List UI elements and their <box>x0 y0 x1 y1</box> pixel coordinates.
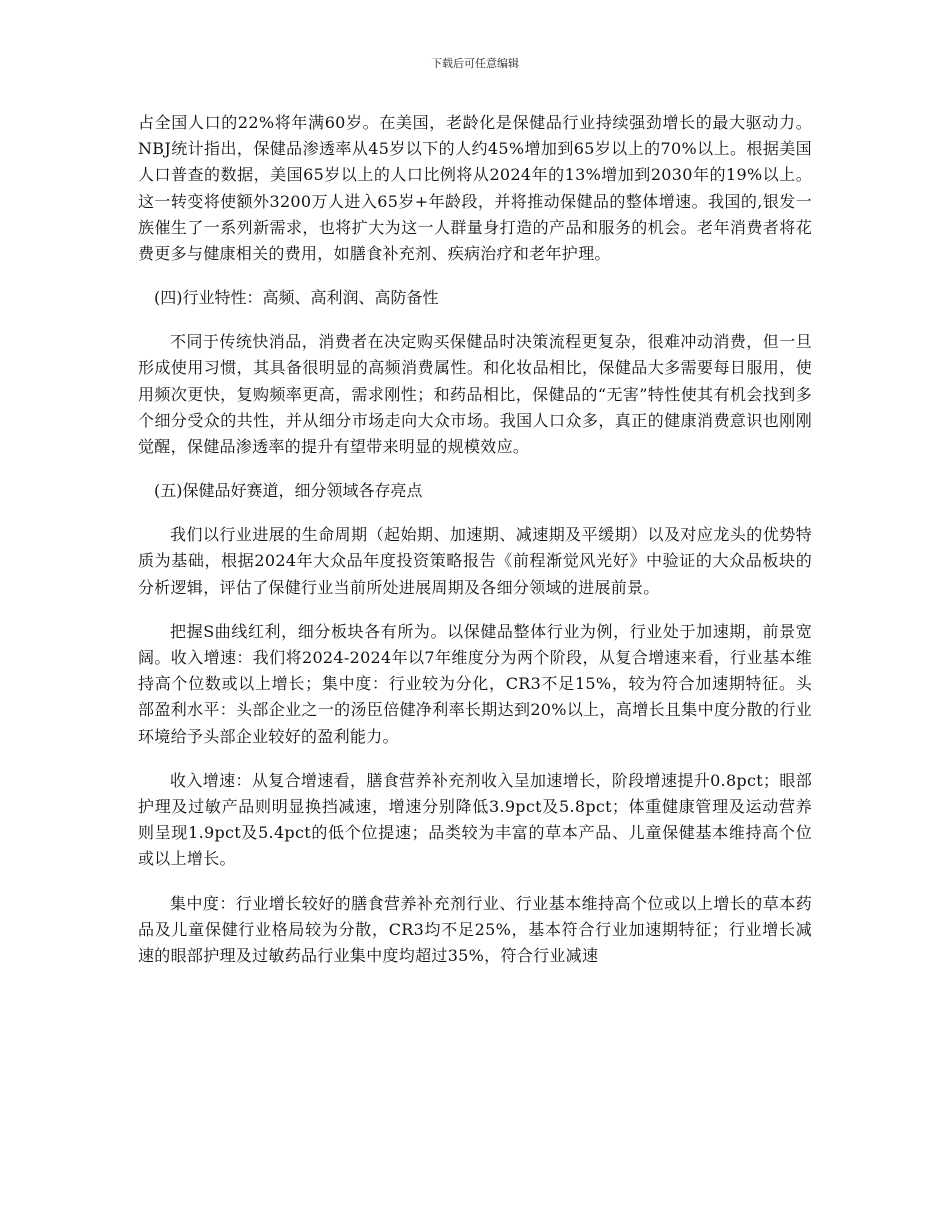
section-heading: (四)行业特性：高频、高利润、高防备性 <box>154 288 439 308</box>
document-body <box>138 110 812 987</box>
paragraph: 收入增速：从复合增速看，膳食营养补充剂收入呈加速增长，阶段增速提升0.8pct；眼部护理及过敏产品则明显换挡减速，增速分别降低3.9pct及5.8pct；体重健康管理及运动营养则呈现1.9pct及5.4pct的低个位提速；品类较为丰富的草本产品、儿童保健基本维持高个位或以上增长。 <box>138 770 812 869</box>
paragraph: 占全国人口的22%将年满60岁。在美国，老龄化是保健品行业持续强劲增长的最大驱动力。NBJ统计指出，保健品渗透率从45岁以下的人约45%增加到65岁以上的70%以上。根据美国人口普查的数据，美国65岁以上的人口比例将从2024年的13%增加到2030年的19%以上。这一转变将使额外3200万人进入65岁+年龄段，并将推动保健品的整体增速。我国的,银发一族催生了一系列新需求，也将扩大为这一人群量身打造的产品和服务的机会。老年消费者将花费更多与健康相关的费用，如膳食补充剂、疾病治疗和老年护理。 <box>138 113 812 264</box>
paragraph: 集中度：行业增长较好的膳食营养补充剂行业、行业基本维持高个位或以上增长的草本药品及儿童保健行业格局较为分散，CR3均不足25%，基本符合行业加速期特征；行业增长减速的眼部护理及过敏药品行业集中度均超过35%，符合行业减速 <box>138 893 812 966</box>
paragraph: 不同于传统快消品，消费者在决定购买保健品时决策流程更复杂，很难冲动消费，但一旦形成使用习惯，其具备很明显的高频消费属性。和化妆品相比，保健品大多需要每日服用，使用频次更快，复购频率更高，需求刚性；和药品相比，保健品的“无害”特性使其有机会找到多个细分受众的共性，并从细分市场走向大众市场。我国人口众多，真正的健康消费意识也刚刚觉醒，保健品渗透率的提升有望带来明显的规模效应。 <box>138 332 812 457</box>
page-header: 下载后可任意编辑 <box>431 57 519 70</box>
paragraph: 我们以行业进展的生命周期（起始期、加速期、减速期及平缓期）以及对应龙头的优势特质为基础，根据2024年大众品年度投资策略报告《前程渐觉风光好》中验证的大众品板块的分析逻辑，评估了保健行业当前所处进展周期及各细分领域的进展前景。 <box>138 525 812 597</box>
section-heading: (五)保健品好赛道，细分领域各存亮点 <box>154 481 423 501</box>
paragraph: 把握S曲线红利，细分板块各有所为。以保健品整体行业为例，行业处于加速期，前景宽阔。收入增速：我们将2024-2024年以7年维度分为两个阶段，从复合增速来看，行业基本维持高个位数或以上增长；集中度：行业较为分化，CR3不足15%，较为符合加速期特征。头部盈利水平：头部企业之一的汤臣倍健净利率长期达到20%以上，高增长且集中度分散的行业环境给予头部企业较好的盈利能力。 <box>138 621 812 746</box>
